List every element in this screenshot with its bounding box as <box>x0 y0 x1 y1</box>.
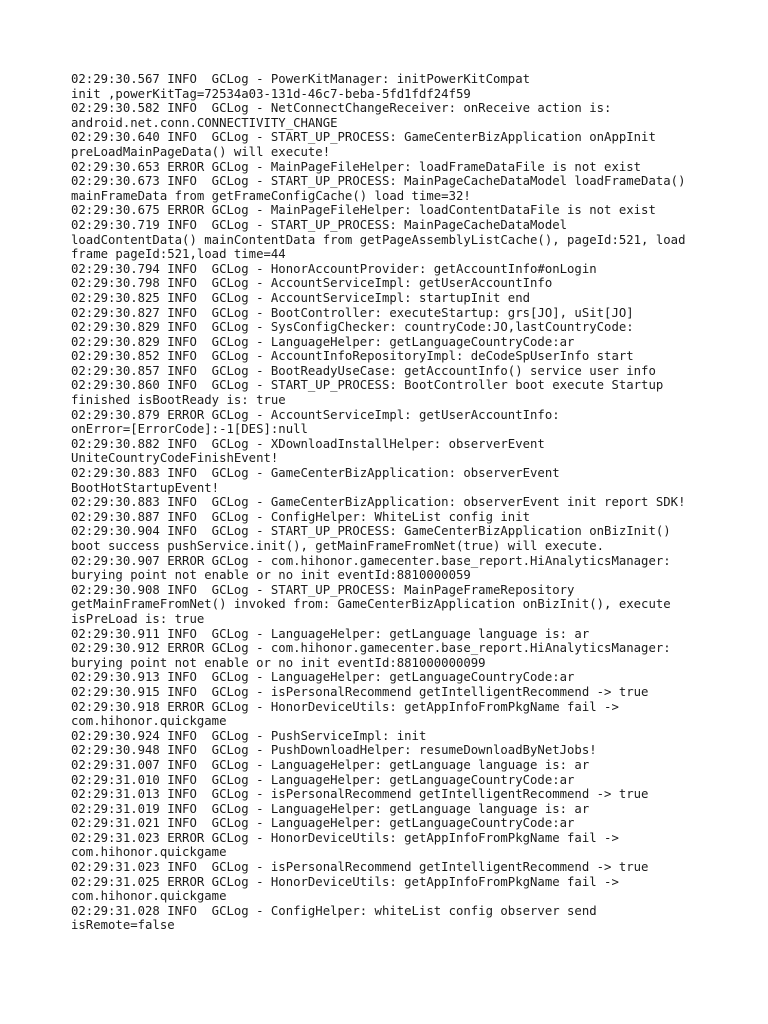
log-line: 02:29:30.852 INFO GCLog - AccountInfoRepositoryImpl: deCodeSpUserInfo start <box>71 349 634 364</box>
log-line: BootHotStartupEvent! <box>71 480 220 495</box>
log-line: 02:29:31.028 INFO GCLog - ConfigHelper: whiteList config observer send <box>71 903 597 918</box>
log-line: com.hihonor.quickgame <box>71 845 227 860</box>
log-line: 02:29:30.913 INFO GCLog - LanguageHelper: getLanguageCountryCode:ar <box>71 670 575 685</box>
log-line: 02:29:31.010 INFO GCLog - LanguageHelper: getLanguageCountryCode:ar <box>71 772 575 787</box>
log-lines <box>71 72 711 933</box>
log-line: com.hihonor.quickgame <box>71 889 227 904</box>
log-line: 02:29:30.829 INFO GCLog - SysConfigChecker: countryCode:JO,lastCountryCode: <box>71 320 634 335</box>
log-line: 02:29:31.023 ERROR GCLog - HonorDeviceUtils: getAppInfoFromPkgName fail -> <box>71 830 619 845</box>
log-line: 02:29:30.582 INFO GCLog - NetConnectChangeReceiver: onReceive action is: <box>71 101 612 116</box>
log-line: isRemote=false <box>71 918 175 933</box>
log-line: 02:29:30.719 INFO GCLog - START_UP_PROCESS: MainPageCacheDataModel <box>71 217 568 232</box>
log-line: 02:29:31.025 ERROR GCLog - HonorDeviceUtils: getAppInfoFromPkgName fail -> <box>71 874 619 889</box>
log-line: 02:29:30.653 ERROR GCLog - MainPageFileHelper: loadFrameDataFile is not exist <box>71 159 642 174</box>
log-line: 02:29:31.007 INFO GCLog - LanguageHelper: getLanguage language is: ar <box>71 757 590 772</box>
log-document <box>71 72 711 933</box>
log-line: init ,powerKitTag=72534a03-131d-46c7-beba-5fd1fdf24f59 <box>71 86 471 101</box>
log-line: 02:29:30.924 INFO GCLog - PushServiceImpl: init <box>71 728 427 743</box>
log-line: finished isBootReady is: true <box>71 393 286 408</box>
log-line: 02:29:30.883 INFO GCLog - GameCenterBizApplication: observerEvent <box>71 466 560 481</box>
log-line: 02:29:30.879 ERROR GCLog - AccountServiceImpl: getUserAccountInfo: <box>71 407 560 422</box>
log-line: 02:29:30.887 INFO GCLog - ConfigHelper: WhiteList config init <box>71 509 531 524</box>
log-line: 02:29:30.918 ERROR GCLog - HonorDeviceUtils: getAppInfoFromPkgName fail -> <box>71 699 619 714</box>
log-line: 02:29:30.794 INFO GCLog - HonorAccountProvider: getAccountInfo#onLogin <box>71 261 597 276</box>
log-line: 02:29:30.857 INFO GCLog - BootReadyUseCase: getAccountInfo() service user info <box>71 363 656 378</box>
log-line: 02:29:30.798 INFO GCLog - AccountServiceImpl: getUserAccountInfo <box>71 276 553 291</box>
log-line: 02:29:30.673 INFO GCLog - START_UP_PROCESS: MainPageCacheDataModel loadFrameData() <box>71 174 686 189</box>
log-line: 02:29:30.915 INFO GCLog - isPersonalRecommend getIntelligentRecommend -> true <box>71 684 649 699</box>
log-line: loadContentData() mainContentData from getPageAssemblyListCache(), pageId:521, load <box>71 232 686 247</box>
log-line: UniteCountryCodeFinishEvent! <box>71 451 279 466</box>
log-line: 02:29:31.013 INFO GCLog - isPersonalRecommend getIntelligentRecommend -> true <box>71 787 649 802</box>
log-line: mainFrameData from getFrameConfigCache() load time=32! <box>71 188 471 203</box>
log-line: android.net.conn.CONNECTIVITY_CHANGE <box>71 115 338 130</box>
log-line: com.hihonor.quickgame <box>71 714 227 729</box>
log-line: 02:29:30.883 INFO GCLog - GameCenterBizApplication: observerEvent init report SDK! <box>71 495 686 510</box>
log-line: 02:29:31.021 INFO GCLog - LanguageHelper: getLanguageCountryCode:ar <box>71 816 575 831</box>
log-line: boot success pushService.init(), getMainFrameFromNet(true) will execute. <box>71 539 605 553</box>
log-line: isPreLoad is: true <box>71 611 205 626</box>
log-line: 02:29:30.567 INFO GCLog - PowerKitManager: initPowerKitCompat <box>71 72 531 86</box>
log-line: 02:29:30.904 INFO GCLog - START_UP_PROCESS: GameCenterBizApplication onBizInit() <box>71 524 671 539</box>
log-line: 02:29:30.829 INFO GCLog - LanguageHelper: getLanguageCountryCode:ar <box>71 334 575 349</box>
log-line: frame pageId:521,load time=44 <box>71 247 286 262</box>
log-line: 02:29:30.912 ERROR GCLog - com.hihonor.gamecenter.base_report.HiAnalyticsManager: <box>71 641 671 656</box>
log-line: 02:29:30.948 INFO GCLog - PushDownloadHelper: resumeDownloadByNetJobs! <box>71 743 597 758</box>
log-line: 02:29:30.908 INFO GCLog - START_UP_PROCESS: MainPageFrameRepository <box>71 582 575 597</box>
log-line: 02:29:31.023 INFO GCLog - isPersonalRecommend getIntelligentRecommend -> true <box>71 860 649 875</box>
log-line: 02:29:30.675 ERROR GCLog - MainPageFileHelper: loadContentDataFile is not exist <box>71 203 656 218</box>
log-line: 02:29:30.907 ERROR GCLog - com.hihonor.gamecenter.base_report.HiAnalyticsManager: <box>71 553 671 568</box>
log-line: preLoadMainPageData() will execute! <box>71 144 331 159</box>
log-line: 02:29:30.860 INFO GCLog - START_UP_PROCESS: BootController boot execute Startup <box>71 378 664 393</box>
log-line: 02:29:30.827 INFO GCLog - BootController: executeStartup: grs[JO], uSit[JO] <box>71 305 634 320</box>
log-line: 02:29:30.640 INFO GCLog - START_UP_PROCESS: GameCenterBizApplication onAppInit <box>71 130 656 145</box>
log-line: 02:29:30.882 INFO GCLog - XDownloadInstallHelper: observerEvent <box>71 436 545 451</box>
log-line: 02:29:30.911 INFO GCLog - LanguageHelper: getLanguage language is: ar <box>71 626 590 641</box>
log-line: burying point not enable or no init eventId:881000000099 <box>71 655 486 670</box>
log-line: getMainFrameFromNet() invoked from: GameCenterBizApplication onBizInit(), execute <box>71 597 671 612</box>
log-line: 02:29:30.825 INFO GCLog - AccountServiceImpl: startupInit end <box>71 290 531 305</box>
log-line: onError=[ErrorCode]:-1[DES]:null <box>71 422 308 437</box>
log-line: 02:29:31.019 INFO GCLog - LanguageHelper: getLanguage language is: ar <box>71 801 590 816</box>
log-line: burying point not enable or no init eventId:8810000059 <box>71 568 471 583</box>
